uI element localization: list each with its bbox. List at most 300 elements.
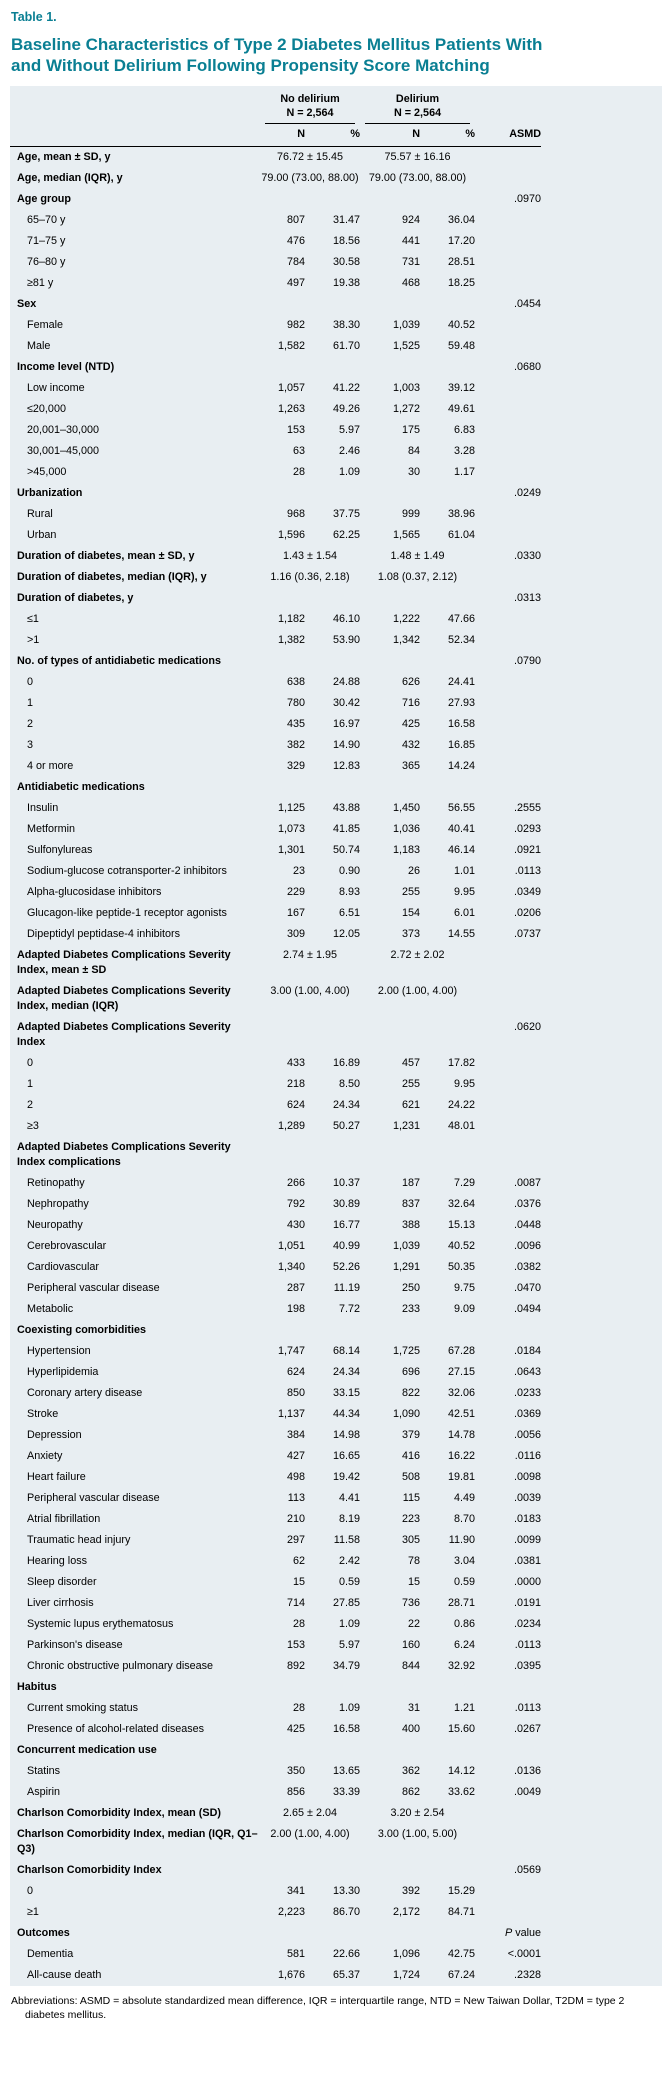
no-delirium-n: 624: [286, 1099, 305, 1112]
asmd-value: .0000: [513, 1576, 542, 1589]
table-row: [10, 189, 662, 210]
row-filler: [541, 735, 662, 756]
delirium-n: 1,525: [392, 340, 421, 353]
asmd-value: .0099: [513, 1534, 542, 1547]
no-delirium-n: 218: [286, 1078, 305, 1091]
table-row: [10, 1488, 662, 1509]
row-label: 4 or more: [27, 760, 74, 773]
delirium-n: 373: [402, 928, 421, 941]
delirium-pct: 42.51: [447, 1408, 476, 1421]
no-delirium-pct: 16.97: [332, 718, 361, 731]
no-delirium-n: 1,125: [277, 802, 305, 815]
delirium-n: 379: [402, 1429, 421, 1442]
delirium-pct: 50.35: [447, 1261, 476, 1274]
column-header-asmd: ASMD: [475, 124, 541, 147]
row-filler: [541, 840, 662, 861]
no-delirium-pct: [305, 777, 360, 798]
no-delirium-n: 113: [287, 1492, 305, 1505]
row-filler: [541, 1698, 662, 1719]
no-delirium-n: 210: [286, 1513, 305, 1526]
row-filler: [541, 1614, 662, 1635]
no-delirium-n: 784: [286, 256, 305, 269]
asmd-value: [475, 1320, 541, 1341]
row-filler: [541, 1116, 662, 1137]
asmd-value: [475, 336, 541, 357]
no-delirium-pct: 68.14: [332, 1345, 361, 1358]
no-delirium-pct: 16.58: [332, 1723, 361, 1736]
table-row: [10, 1614, 662, 1635]
table-row: [10, 1137, 662, 1173]
row-label: ≤1: [27, 613, 39, 626]
delirium-n: 1,724: [392, 1969, 421, 1982]
no-delirium-n: 427: [286, 1450, 305, 1463]
asmd-value: .0395: [513, 1660, 542, 1673]
delirium-n: [360, 1923, 420, 1944]
delirium-n: 84: [408, 445, 421, 458]
table-row: [10, 1017, 662, 1053]
delirium-n: [360, 1740, 420, 1761]
row-filler: [541, 147, 662, 169]
table-row: [10, 399, 662, 420]
row-filler: [541, 1362, 662, 1383]
table-row: [10, 462, 662, 483]
table-row: [10, 252, 662, 273]
table-row: [10, 1965, 662, 1986]
row-label: Coronary artery disease: [27, 1387, 143, 1400]
no-delirium-pct: 41.22: [332, 382, 361, 395]
asmd-value: [475, 693, 541, 714]
no-delirium-n: 1,073: [277, 823, 305, 836]
delirium-n: 457: [402, 1057, 421, 1070]
asmd-value: [475, 420, 541, 441]
row-label: Coexisting comorbidities: [17, 1324, 146, 1337]
no-delirium-pct: 40.99: [332, 1240, 361, 1253]
no-delirium-n: 153: [286, 1639, 305, 1652]
row-filler: [541, 1488, 662, 1509]
delirium-n: [360, 294, 420, 315]
delirium-pct: 19.81: [447, 1471, 476, 1484]
asmd-value: .0970: [513, 193, 542, 206]
no-delirium-pct: 14.98: [332, 1429, 361, 1442]
row-label: 76–80 y: [27, 256, 66, 269]
asmd-value: [475, 1881, 541, 1902]
row-label: Heart failure: [27, 1471, 86, 1484]
delirium-pct: 15.29: [447, 1885, 476, 1898]
row-label: Sulfonylureas: [27, 844, 93, 857]
asmd-value: [475, 441, 541, 462]
table-row: [10, 378, 662, 399]
table-row: [10, 1551, 662, 1572]
asmd-value: .2328: [513, 1969, 542, 1982]
row-filler: [541, 483, 662, 504]
row-label: Charlson Comorbidity Index: [17, 1864, 162, 1877]
delirium-n: [360, 1017, 420, 1053]
row-filler: [541, 1593, 662, 1614]
row-label: Presence of alcohol-related diseases: [27, 1723, 205, 1736]
asmd-value: [475, 714, 541, 735]
no-delirium-pct: 52.26: [332, 1261, 361, 1274]
row-label: 1: [27, 1078, 34, 1091]
no-delirium-n: 982: [286, 319, 305, 332]
asmd-value: .0096: [513, 1240, 542, 1253]
delirium-n: 468: [402, 277, 421, 290]
no-delirium-pct: 16.77: [332, 1219, 361, 1232]
table-row: [10, 1635, 662, 1656]
no-delirium-pct: 37.75: [332, 508, 361, 521]
row-filler: [541, 1299, 662, 1320]
asmd-value: .0293: [513, 823, 542, 836]
no-delirium-pct: 38.30: [332, 319, 361, 332]
asmd-value: [475, 777, 541, 798]
table-row: [10, 1923, 662, 1944]
row-filler: [541, 1467, 662, 1488]
row-label: Female: [27, 319, 64, 332]
delirium-pct: 56.55: [447, 802, 476, 815]
table-header: [10, 86, 662, 147]
delirium-pct: 3.04: [454, 1555, 476, 1568]
delirium-pct: 9.75: [454, 1282, 476, 1295]
delirium-value: 75.57 ± 16.16: [384, 151, 451, 164]
table-row: [10, 1509, 662, 1530]
row-label: ≥81 y: [27, 277, 54, 290]
no-delirium-n: 430: [286, 1219, 305, 1232]
no-delirium-pct: 41.85: [332, 823, 361, 836]
row-label: Stroke: [27, 1408, 59, 1421]
delirium-n: [360, 483, 420, 504]
asmd-value: [475, 756, 541, 777]
delirium-n: 696: [402, 1366, 421, 1379]
no-delirium-pct: [305, 483, 360, 504]
table-row: [10, 1782, 662, 1803]
no-delirium-pct: [305, 1137, 360, 1173]
no-delirium-pct: 19.42: [332, 1471, 361, 1484]
delirium-n: [360, 588, 420, 609]
no-delirium-n: [260, 357, 305, 378]
delirium-n: 822: [402, 1387, 421, 1400]
delirium-n: 1,450: [392, 802, 421, 815]
table-row: [10, 1446, 662, 1467]
no-delirium-pct: 5.97: [339, 1639, 361, 1652]
row-label: Charlson Comorbidity Index, median (IQR, Q1–Q3): [17, 1828, 258, 1856]
table-row: [10, 1173, 662, 1194]
delirium-n: 1,231: [392, 1120, 421, 1133]
delirium-value: 1.08 (0.37, 2.12): [377, 571, 458, 584]
delirium-pct: 9.09: [454, 1303, 476, 1316]
asmd-value: [475, 981, 541, 1017]
row-label: Hyperlipidemia: [27, 1366, 99, 1379]
delirium-pct: 38.96: [447, 508, 476, 521]
table-row: [10, 1404, 662, 1425]
asmd-value: [475, 1095, 541, 1116]
delirium-n: 30: [408, 466, 421, 479]
row-label: 2: [27, 718, 34, 731]
row-label: Anxiety: [27, 1450, 63, 1463]
asmd-value: [475, 210, 541, 231]
row-filler: [541, 1782, 662, 1803]
row-filler: [541, 231, 662, 252]
delirium-pct: 32.06: [447, 1387, 476, 1400]
delirium-n: 154: [402, 907, 421, 920]
row-label: Sodium-glucose cotransporter-2 inhibitors: [27, 865, 227, 878]
delirium-n: 1,725: [392, 1345, 421, 1358]
delirium-n: 626: [402, 676, 421, 689]
table-row: [10, 1944, 662, 1965]
asmd-value: [475, 672, 541, 693]
delirium-n: 999: [402, 508, 421, 521]
table-row: [10, 294, 662, 315]
no-delirium-n: 297: [286, 1534, 305, 1547]
no-delirium-value: 79.00 (73.00, 88.00): [261, 172, 359, 185]
asmd-value: [475, 147, 541, 169]
no-delirium-n: 581: [286, 1948, 305, 1961]
delirium-n: 432: [402, 739, 421, 752]
row-filler: [541, 798, 662, 819]
row-filler: [541, 1902, 662, 1923]
no-delirium-n: 498: [286, 1471, 305, 1484]
row-filler: [541, 252, 662, 273]
delirium-pct: 0.86: [454, 1618, 476, 1631]
delirium-n: 392: [402, 1885, 421, 1898]
no-delirium-n: 497: [286, 277, 305, 290]
footnote: Abbreviations: ASMD = absolute standardized mean difference, IQR = interquartile range, NTD = New Taiwan Dollar, T2DM = type 2 diabetes mellitus.: [11, 1995, 625, 2021]
row-filler: [541, 1923, 662, 1944]
row-filler: [541, 924, 662, 945]
row-label: Sex: [17, 298, 37, 311]
row-label: Outcomes: [17, 1927, 70, 1940]
row-label: ≤20,000: [27, 403, 66, 416]
no-delirium-n: 714: [286, 1597, 305, 1610]
asmd-value: [475, 609, 541, 630]
row-label: Neuropathy: [27, 1219, 83, 1232]
delirium-n: 1,039: [392, 1240, 421, 1253]
table-row: [10, 567, 662, 588]
asmd-value: [475, 630, 541, 651]
delirium-n: [360, 357, 420, 378]
asmd-value: .0234: [513, 1618, 542, 1631]
row-label: Hypertension: [27, 1345, 91, 1358]
row-filler: [541, 981, 662, 1017]
table-row: [10, 1740, 662, 1761]
delirium-n: [360, 189, 420, 210]
table-row: [10, 630, 662, 651]
row-label: Age, median (IQR), y: [17, 172, 123, 185]
asmd-value: [475, 1053, 541, 1074]
table-row: [10, 273, 662, 294]
delirium-n: 1,272: [392, 403, 421, 416]
table-row: [10, 546, 662, 567]
no-delirium-n: 1,182: [277, 613, 305, 626]
delirium-pct: [420, 189, 475, 210]
column-header-row: [10, 124, 662, 147]
row-label: Urban: [27, 529, 57, 542]
asmd-value: .0620: [513, 1021, 542, 1034]
row-label: 30,001–45,000: [27, 445, 100, 458]
row-filler: [541, 1446, 662, 1467]
no-delirium-pct: [305, 651, 360, 672]
column-header-spacer: [10, 124, 260, 147]
delirium-pct: [420, 483, 475, 504]
no-delirium-pct: [305, 588, 360, 609]
row-filler: [541, 1824, 662, 1860]
row-filler: [541, 1404, 662, 1425]
no-delirium-pct: 5.97: [339, 424, 361, 437]
column-header-pct1: %: [305, 124, 360, 147]
no-delirium-n: 63: [292, 445, 305, 458]
table-row: [10, 1803, 662, 1824]
delirium-n: 862: [402, 1786, 421, 1799]
asmd-value: .0113: [514, 1639, 542, 1652]
table-row: [10, 1299, 662, 1320]
delirium-n: 160: [402, 1639, 421, 1652]
delirium-n: 1,342: [392, 634, 421, 647]
table-row: [10, 1257, 662, 1278]
delirium-pct: [420, 777, 475, 798]
delirium-value: 79.00 (73.00, 88.00): [368, 172, 467, 185]
table-row: [10, 1215, 662, 1236]
asmd-value: [475, 315, 541, 336]
row-filler: [541, 294, 662, 315]
table-row: [10, 924, 662, 945]
table-row: [10, 1341, 662, 1362]
no-delirium-pct: 24.88: [332, 676, 361, 689]
table-row: [10, 420, 662, 441]
no-delirium-pct: 44.34: [332, 1408, 361, 1421]
row-filler: [541, 1881, 662, 1902]
delirium-pct: 67.28: [447, 1345, 476, 1358]
table-row: [10, 525, 662, 546]
asmd-value: [475, 1902, 541, 1923]
asmd-value: .0191: [513, 1597, 542, 1610]
row-filler: [541, 1194, 662, 1215]
row-label: All-cause death: [27, 1969, 102, 1982]
delirium-pct: [420, 1923, 475, 1944]
delirium-pct: 39.12: [447, 382, 476, 395]
no-delirium-n: 856: [286, 1786, 305, 1799]
delirium-pct: [420, 651, 475, 672]
row-label: No. of types of antidiabetic medications: [17, 655, 221, 668]
row-filler: [541, 399, 662, 420]
row-label: Retinopathy: [27, 1177, 85, 1190]
delirium-n: 78: [408, 1555, 421, 1568]
column-header-n2: N: [360, 124, 420, 147]
no-delirium-n: 1,289: [277, 1120, 305, 1133]
row-label: Duration of diabetes, median (IQR), y: [17, 571, 207, 584]
table-row: [10, 1320, 662, 1341]
no-delirium-pct: 27.85: [332, 1597, 361, 1610]
row-filler: [541, 1860, 662, 1881]
delirium-value: 2.00 (1.00, 4.00): [377, 985, 458, 998]
delirium-n: 175: [402, 424, 421, 437]
row-filler: [541, 882, 662, 903]
no-delirium-n: 1,263: [277, 403, 305, 416]
row-label: Dementia: [27, 1948, 74, 1961]
row-filler: [541, 1341, 662, 1362]
no-delirium-n: 266: [286, 1177, 305, 1190]
table-row: [10, 1761, 662, 1782]
no-delirium-pct: [305, 1923, 360, 1944]
table-row: [10, 672, 662, 693]
no-delirium-n: 807: [286, 214, 305, 227]
row-filler: [541, 1761, 662, 1782]
no-delirium-pct: 49.26: [332, 403, 361, 416]
table-label: Table 1.: [11, 10, 57, 24]
delirium-n: 924: [402, 214, 421, 227]
row-label: Male: [27, 340, 51, 353]
row-filler: [541, 1635, 662, 1656]
no-delirium-pct: 16.65: [332, 1450, 361, 1463]
row-label: Parkinson's disease: [27, 1639, 123, 1652]
row-filler: [541, 1509, 662, 1530]
row-filler: [541, 819, 662, 840]
table-row: [10, 882, 662, 903]
asmd-value: .0183: [513, 1513, 542, 1526]
no-delirium-n: [260, 189, 305, 210]
asmd-value: [475, 168, 541, 189]
row-label: ≥1: [27, 1906, 39, 1919]
row-filler: [541, 630, 662, 651]
no-delirium-pct: 13.30: [332, 1885, 361, 1898]
no-delirium-pct: [305, 1320, 360, 1341]
no-delirium-value: 2.00 (1.00, 4.00): [270, 1828, 350, 1841]
no-delirium-pct: 11.19: [333, 1282, 361, 1295]
delirium-n: [360, 1320, 420, 1341]
asmd-value: [475, 735, 541, 756]
table-row: [10, 1860, 662, 1881]
table-row: [10, 1074, 662, 1095]
row-filler: [541, 336, 662, 357]
asmd-value: <.0001: [507, 1948, 542, 1961]
no-delirium-pct: 14.90: [332, 739, 361, 752]
delirium-pct: 9.95: [454, 886, 476, 899]
no-delirium-n: 28: [292, 1618, 305, 1631]
no-delirium-pct: 6.51: [339, 907, 361, 920]
delirium-pct: 61.04: [447, 529, 476, 542]
row-label: Systemic lupus erythematosus: [27, 1618, 174, 1631]
delirium-n: 250: [402, 1282, 421, 1295]
no-delirium-n: 2,223: [277, 1906, 305, 1919]
row-label: Chronic obstructive pulmonary disease: [27, 1660, 214, 1673]
no-delirium-pct: 7.72: [339, 1303, 361, 1316]
no-delirium-pct: [305, 294, 360, 315]
delirium-n: 388: [402, 1219, 421, 1232]
delirium-value: 1.48 ± 1.49: [390, 550, 445, 563]
row-label: Cardiovascular: [27, 1261, 100, 1274]
no-delirium-pct: 13.65: [332, 1765, 361, 1778]
row-filler: [541, 756, 662, 777]
table-row: [10, 336, 662, 357]
row-label: 3: [27, 739, 34, 752]
group-delirium-label: Delirium: [395, 93, 440, 106]
column-header-pct2: %: [420, 124, 475, 147]
row-filler: [541, 1173, 662, 1194]
table-row: [10, 1677, 662, 1698]
row-filler: [541, 273, 662, 294]
delirium-n: 2,172: [392, 1906, 421, 1919]
table-row: [10, 903, 662, 924]
asmd-value: [475, 1740, 541, 1761]
delirium-pct: 42.75: [447, 1948, 476, 1961]
no-delirium-value: 1.16 (0.36, 2.18): [270, 571, 350, 584]
delirium-n: 255: [402, 886, 421, 899]
delirium-pct: 15.60: [447, 1723, 476, 1736]
no-delirium-pct: 34.79: [332, 1660, 361, 1673]
no-delirium-n: 341: [286, 1885, 305, 1898]
row-label: Hearing loss: [27, 1555, 88, 1568]
row-filler: [541, 651, 662, 672]
no-delirium-pct: 62.25: [332, 529, 361, 542]
no-delirium-value: 2.74 ± 1.95: [283, 949, 337, 962]
no-delirium-n: 198: [286, 1303, 305, 1316]
